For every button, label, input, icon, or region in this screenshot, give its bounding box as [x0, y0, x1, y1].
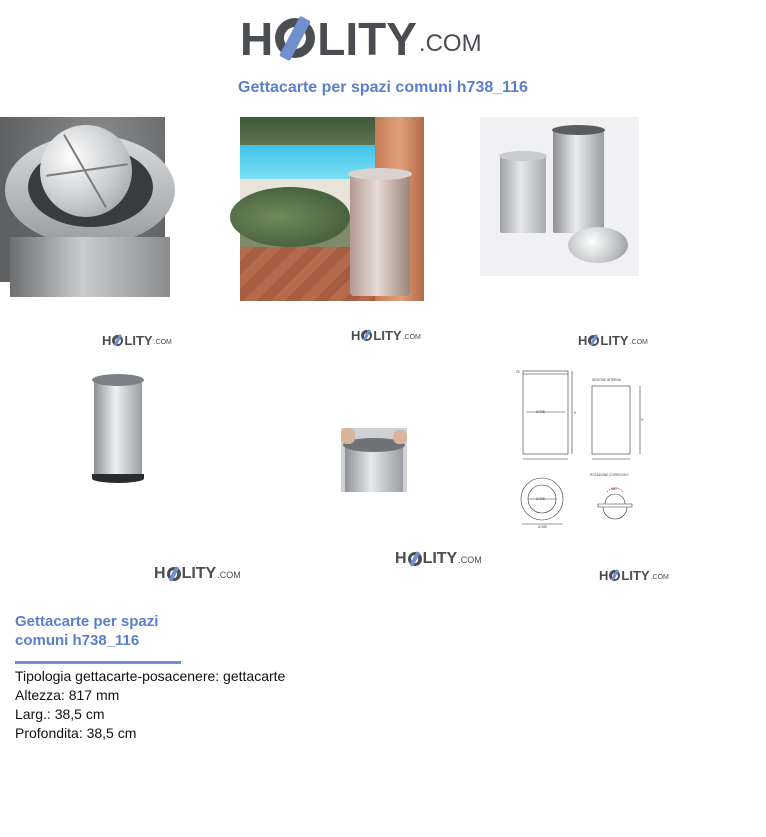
spec-altezza: Altezza: 817 mm	[15, 687, 120, 703]
product-title	[15, 612, 235, 650]
page-title: Gettacarte per spazi comuni h738_116	[238, 79, 528, 96]
svg-text:25: 25	[516, 370, 520, 374]
logo-letter-h: H	[240, 13, 274, 65]
holity-logo[interactable]	[240, 13, 482, 65]
svg-text:Ø 295: Ø 295	[536, 410, 545, 414]
title-underline	[15, 661, 181, 664]
holity-ring-icon	[408, 552, 422, 566]
svg-text:Ø 385: Ø 385	[538, 525, 547, 529]
svg-text:Ø 295: Ø 295	[536, 497, 545, 501]
holity-ring-icon	[361, 330, 372, 341]
product-photo-inner-bucket[interactable]	[341, 428, 407, 492]
holity-ring-icon	[609, 570, 620, 581]
technical-drawing[interactable]	[510, 364, 660, 534]
holity-watermark: H LITY .COM	[578, 333, 648, 348]
product-title-line2: comuni h738_116	[15, 632, 140, 649]
svg-text:360°: 360°	[611, 487, 618, 491]
product-photo-components[interactable]	[480, 117, 639, 276]
logo-suffix: .COM	[418, 30, 482, 57]
spec-larghezza: Larg.: 38,5 cm	[15, 706, 105, 722]
holity-watermark: H LITY .COM	[102, 333, 172, 348]
holity-ring-icon	[588, 335, 599, 346]
product-photo-front[interactable]	[92, 374, 144, 484]
svg-text:ROTAZIONE COPERCHIO: ROTAZIONE COPERCHIO	[590, 473, 629, 477]
svg-text:SEZIONE INTERNA: SEZIONE INTERNA	[592, 378, 621, 382]
spec-list	[15, 667, 286, 743]
svg-text:H: H	[641, 418, 644, 422]
holity-ring-icon	[167, 567, 181, 581]
holity-watermark: H LITY .COM	[154, 565, 241, 582]
product-photo-lid-closeup[interactable]	[0, 117, 165, 282]
holity-watermark: H LITY .COM	[395, 550, 482, 567]
holity-ring-icon	[275, 18, 315, 58]
spec-tipologia: Tipologia gettacarte-posacenere: gettacarte	[15, 668, 286, 684]
product-photo-poolside[interactable]	[240, 117, 424, 301]
product-title-line1: Gettacarte per spazi	[15, 613, 159, 630]
holity-watermark: H LITY .COM	[599, 568, 669, 583]
spec-profondita: Profondita: 38,5 cm	[15, 725, 137, 741]
logo-letters-lity: LITY	[317, 13, 417, 65]
svg-text:H: H	[574, 411, 577, 415]
holity-watermark: H LITY .COM	[351, 328, 421, 343]
holity-ring-icon	[112, 335, 123, 346]
